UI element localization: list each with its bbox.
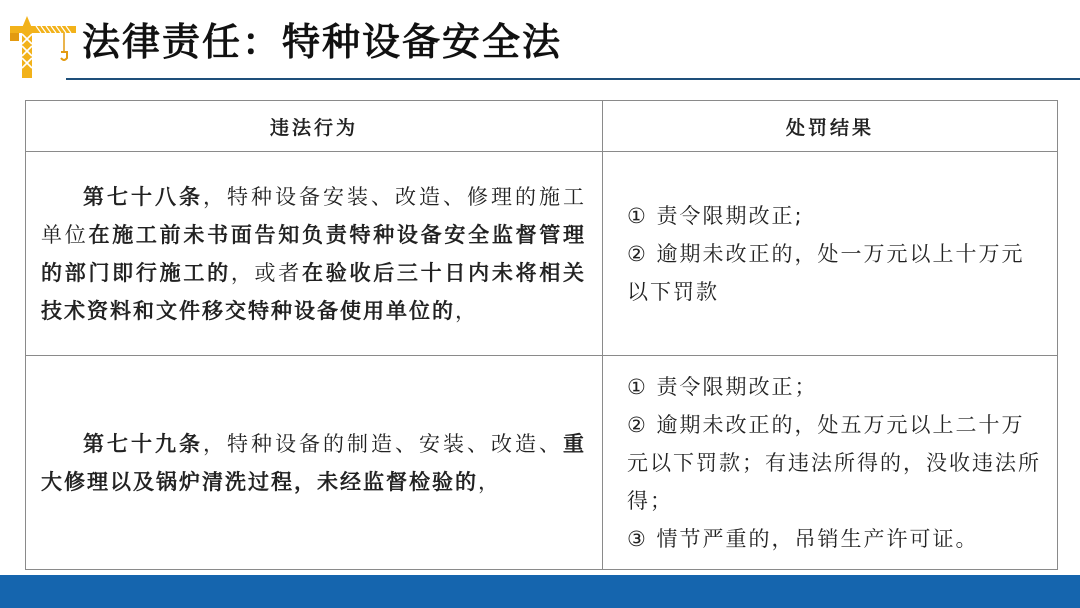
penalty-item: ② 逾期未改正的，处一万元以上十万元以下罚款 <box>627 241 1025 304</box>
article-number: 第七十八条 <box>83 184 203 209</box>
slide-title: 法律责任：特种设备安全法 <box>82 20 563 64</box>
footer-bar <box>0 575 1080 608</box>
penalty-item: ② 逾期未改正的，处五万元以上二十万元以下罚款；有违法所得的，没收违法所得； <box>627 412 1041 513</box>
article-number: 第七十九条 <box>83 431 203 456</box>
violation-emphasis: 重大修理以及锅炉清洗过程，未经监督检验的 <box>41 431 586 494</box>
header-penalty: 处罚结果 <box>603 101 1058 152</box>
table-row <box>26 356 1058 570</box>
legal-liability-table <box>25 100 1058 570</box>
table-header-row <box>26 101 1058 152</box>
violation-emphasis: 在验收后三十日内未将相关技术资料和文件移交特种设备使用单位的 <box>41 260 587 323</box>
violation-emphasis: 在施工前未书面告知负责特种设备安全监督管理的部门即行施工的 <box>41 222 587 285</box>
violation-text: ，特种设备安装、改造、修理的施工单位 <box>41 184 586 247</box>
title-underline <box>66 78 1080 80</box>
penalty-item: ③ 情节严重的，吊销生产许可证。 <box>627 526 979 551</box>
penalty-cell <box>603 356 1058 570</box>
violation-cell <box>26 356 603 570</box>
violation-text: ， <box>455 298 478 323</box>
penalty-cell <box>603 152 1058 356</box>
violation-cell <box>26 152 603 356</box>
table-row <box>26 152 1058 356</box>
violation-text: ，或者 <box>230 260 303 285</box>
header-violation: 违法行为 <box>26 101 603 152</box>
crane-icon <box>8 10 78 80</box>
penalty-item: ① 责令限期改正; <box>627 203 804 228</box>
violation-text: ， <box>478 469 501 494</box>
violation-text: ，特种设备的制造、安装、改造、 <box>203 431 563 456</box>
penalty-item: ① 责令限期改正； <box>627 374 818 399</box>
